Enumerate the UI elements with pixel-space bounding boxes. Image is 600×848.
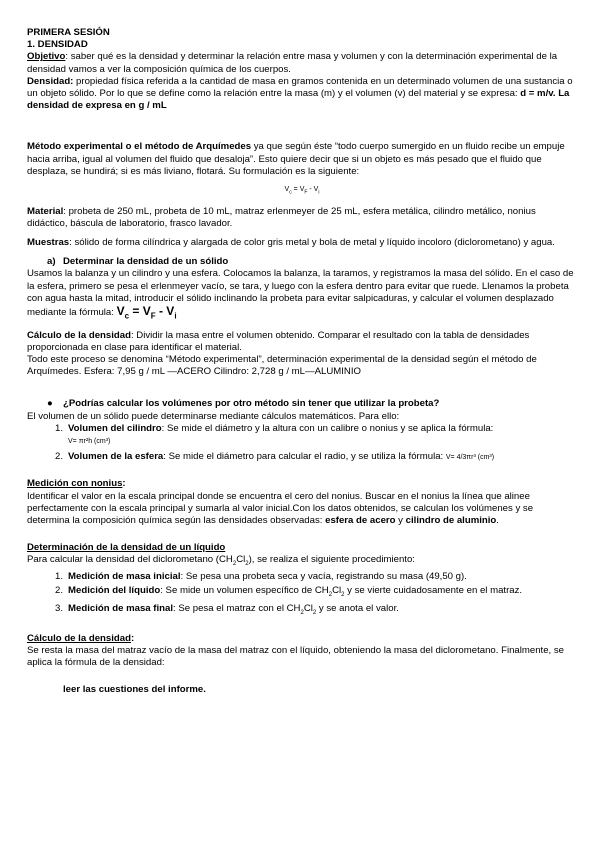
objetivo-label: Objetivo bbox=[27, 51, 66, 63]
volume-list bbox=[27, 423, 577, 465]
volume-formula-big: $V_c = V_F - V_i$ bbox=[116, 304, 177, 321]
calculo-liquido-heading: Cálculo de la densidad: bbox=[27, 633, 135, 645]
muestras-paragraph bbox=[27, 237, 577, 249]
list-item: 3. Medición de masa final: Se pesa el matraz con el $CH_2Cl_2$ y se anota el valor. bbox=[54, 602, 399, 616]
solido-paragraph: Usamos la balanza y un cilindro y una esfera. Colocamos la balanza, la taramos, y registramos la masa del sólido. En el caso de la esfera, primero se pesa el erlenmeyer vacío, se tara, y luego con la esfera dentro para evitar que ruede. Llenamos la probeta con agua hasta la mitad, introducir el sólido inclinando la probeta para evitar salpicaduras, y calcular el volumen desplazado mediante la fórmula: $V_c = V_F - V_i$ bbox=[27, 268, 574, 321]
document-page bbox=[27, 27, 577, 696]
objetivo-paragraph bbox=[27, 51, 577, 75]
list-item: 1. Medición de masa inicial: Se pesa una probeta seca y vacía, registrando su masa (49,50 g). bbox=[54, 570, 467, 582]
subheading-solido: a) Determinar la densidad de un sólido bbox=[47, 256, 229, 268]
metodo-paragraph bbox=[27, 141, 577, 178]
muestras-text: : sólido de forma cilíndrica y alargada de color gris metal y bola de metal y líquido incoloro (diclorometano) y agua. bbox=[69, 237, 555, 249]
calculo-solido-label: Cálculo de la densidad bbox=[27, 329, 131, 341]
nonius-heading: Medición con nonius: bbox=[27, 478, 126, 490]
calculo-liquido-paragraph: Se resta la masa del matraz vacío de la masa del matraz con el líquido, obteniendo la masa del diclorometano. Finalmente, se aplica la fórmula de la densidad: bbox=[27, 645, 565, 669]
material-paragraph bbox=[27, 206, 577, 230]
material-label: Material bbox=[27, 205, 64, 217]
densidad-paragraph bbox=[27, 76, 577, 113]
material-text: : probeta de 250 mL, probeta de 10 mL, matraz erlenmeyer de 25 mL, esfera metálica, cilindro metálico, nonius didáctico, báscula de laboratorio, frasco lavador. bbox=[27, 205, 536, 229]
metodo-text: ya que según éste “todo cuerpo sumergido en un fluido recibe un empuje hacia arriba, igual al volumen del fluido que desaloja”. Esto quiere decir que si un objeto es más pesado que el fluido que desplaza, se hundirá; si es más liviano, flotará. Su formulación es la siguiente: bbox=[27, 141, 565, 177]
calculo-solido-paragraph: Cálculo de la densidad: Dividir la masa entre el volumen obtenido. Comparar el resultado con la tabla de densidades proporcionada en clase para identificar el material. bbox=[27, 329, 530, 353]
liquido-heading: Determinación de la densidad de un líquido bbox=[27, 542, 226, 554]
section-heading-densidad: 1. DENSIDAD bbox=[27, 39, 88, 51]
objetivo-text: : saber qué es la densidad y determinar la relación entre masa y volumen y con la determinación experimental de la densidad vamos a ver la composición química de los cuerpos. bbox=[27, 51, 558, 75]
cylinder-formula: V= πr²h (cm³) bbox=[68, 438, 111, 446]
volumen-intro: El volumen de un sólido puede determinarse mediante cálculos matemáticos. Para ello: bbox=[27, 410, 400, 422]
densidad-text: propiedad física referida a la cantidad de masa en gramos contenida en un determinado volumen de una sustancia o un objeto sólido. Por lo que se define como la relación entre la masa (m) y el volumen (v) del material y se expresa: bbox=[27, 75, 573, 100]
metodo-label: Método experimental o el método de Arquímedes bbox=[27, 141, 252, 153]
list-item: 1. Volumen del cilindro: Se mide el diámetro y la altura con un calibre o nonius y se aplica la fórmula: V= πr²h (cm³) bbox=[54, 422, 494, 446]
densidad-formula: d = m/v. La densidad de expresa en g / mL bbox=[27, 88, 570, 112]
proceso-paragraph: Todo este proceso se denomina “Método experimental”, determinación experimental de la densidad según el método de Arquímedes. Esfera: 7,95 g / mL —ACERO Cilindro: 2,728 g / mL—ALUMINIO bbox=[27, 354, 537, 378]
list-item: 2. Volumen de la esfera: Se mide el diámetro para calcular el radio, y se utiliza la fórmula: V= 4/3πr³ (cm³) bbox=[54, 451, 495, 463]
sphere-formula: V= 4/3πr³ (cm³) bbox=[445, 454, 495, 462]
liquido-intro: Para calcular la densidad del diclorometano $(CH_2Cl_2)$, se realiza el siguiente procedimiento: bbox=[27, 554, 415, 568]
densidad-label: Densidad: bbox=[27, 75, 74, 87]
list-item: 2. Medición del líquido: Se mide un volumen específico de $CH_2Cl_2$ y se vierte cuidadosamente en el matraz. bbox=[54, 584, 523, 598]
final-instruction: leer las cuestiones del informe. bbox=[63, 683, 206, 695]
arquimedes-formula: $V_c = V_F - V_i$ bbox=[284, 186, 320, 196]
muestras-label: Muestras bbox=[27, 237, 70, 249]
nonius-paragraph: Identificar el valor en la escala principal donde se encuentra el cero del nonius. Buscar en el nonius la línea que alinee perfectamente con la escala principal y sumarla al valor inicial.Con los datos obtenidos, se calculan los volúmenes y se determina la composición química según las densidades observadas: esfera de acero y cilindro de aluminio. bbox=[27, 490, 534, 527]
question-bullet: ● ¿Podrías calcular los volúmenes por otro método sin tener que utilizar la probeta? bbox=[47, 398, 440, 410]
liquid-procedure-list bbox=[27, 571, 577, 619]
bullet-icon: ● bbox=[47, 398, 53, 410]
document-title: PRIMERA SESIÓN bbox=[27, 27, 110, 38]
